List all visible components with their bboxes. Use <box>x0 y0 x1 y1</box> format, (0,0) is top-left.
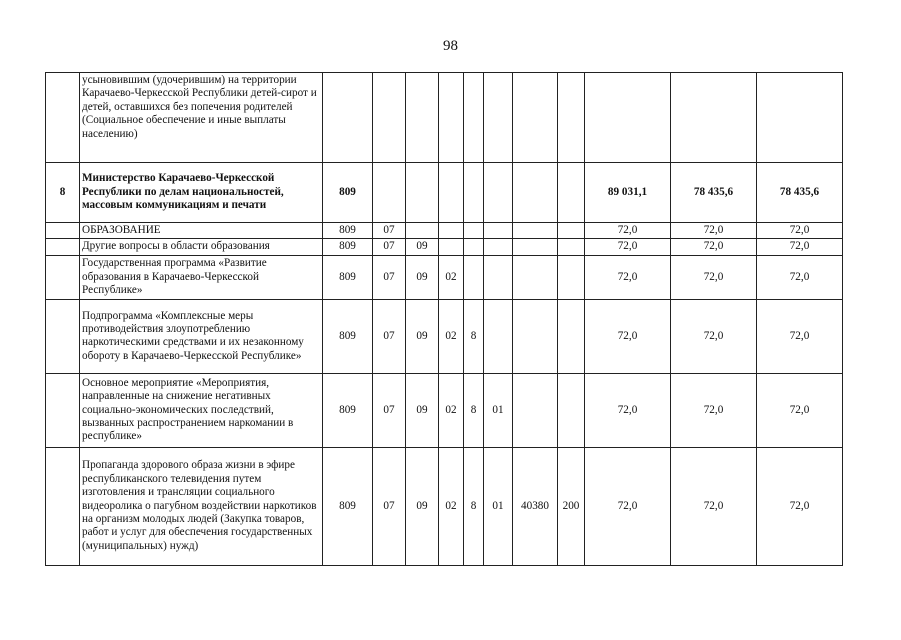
event-code <box>484 163 513 223</box>
subsection-code: 09 <box>406 255 439 299</box>
amount-1: 72,0 <box>585 255 671 299</box>
section-code <box>373 73 406 163</box>
amount-2: 72,0 <box>671 373 757 447</box>
section-code: 07 <box>373 239 406 255</box>
subprogram-code: 8 <box>464 447 484 565</box>
section-code: 07 <box>373 447 406 565</box>
event-code <box>484 73 513 163</box>
program-code: 02 <box>439 299 464 373</box>
ministry-code: 809 <box>323 223 373 239</box>
section-code: 07 <box>373 223 406 239</box>
row-name: Подпрограмма «Комплексные меры противодействия злоупотреблению наркотическими средствами и их незаконному обороту в Карачаево-Черкесской Республике» <box>80 299 323 373</box>
amount-2: 72,0 <box>671 299 757 373</box>
event-code <box>484 255 513 299</box>
row-name: ОБРАЗОВАНИЕ <box>80 223 323 239</box>
amount-2: 78 435,6 <box>671 163 757 223</box>
section-code: 07 <box>373 255 406 299</box>
direction-code <box>513 255 558 299</box>
row-name: Министерство Карачаево-Черкесской Республики по делам национальностей, массовым коммуникациям и печати <box>80 163 323 223</box>
row-number <box>46 223 80 239</box>
ministry-code: 809 <box>323 239 373 255</box>
direction-code <box>513 163 558 223</box>
direction-code: 40380 <box>513 447 558 565</box>
amount-1: 72,0 <box>585 239 671 255</box>
subprogram-code <box>464 73 484 163</box>
amount-3: 72,0 <box>757 239 843 255</box>
table-row <box>46 299 843 373</box>
program-code: 02 <box>439 373 464 447</box>
amount-3: 72,0 <box>757 223 843 239</box>
program-code <box>439 223 464 239</box>
amount-1: 72,0 <box>585 223 671 239</box>
table-row <box>46 239 843 255</box>
row-name: Государственная программа «Развитие образования в Карачаево-Черкесской Республике» <box>80 255 323 299</box>
expense-type-code <box>558 73 585 163</box>
subprogram-code <box>464 239 484 255</box>
subprogram-code: 8 <box>464 299 484 373</box>
row-name: усыновившим (удочерившим) на территории Карачаево-Черкесской Республики детей-сирот и детей, оставшихся без попечения родителей (Социальное обеспечение и иные выплаты населению) <box>80 73 323 163</box>
event-code <box>484 299 513 373</box>
expense-type-code <box>558 239 585 255</box>
amount-1: 89 031,1 <box>585 163 671 223</box>
direction-code <box>513 73 558 163</box>
amount-3: 72,0 <box>757 373 843 447</box>
section-code: 07 <box>373 373 406 447</box>
subsection-code <box>406 163 439 223</box>
page-number: 98 <box>443 38 458 54</box>
section-code <box>373 163 406 223</box>
subsection-code: 09 <box>406 447 439 565</box>
budget-table <box>45 72 843 566</box>
row-name: Другие вопросы в области образования <box>80 239 323 255</box>
subprogram-code <box>464 255 484 299</box>
amount-2: 72,0 <box>671 239 757 255</box>
amount-1: 72,0 <box>585 373 671 447</box>
table-row <box>46 223 843 239</box>
event-code <box>484 223 513 239</box>
row-number <box>46 447 80 565</box>
expense-type-code <box>558 163 585 223</box>
ministry-code: 809 <box>323 255 373 299</box>
ministry-code: 809 <box>323 299 373 373</box>
subprogram-code <box>464 223 484 239</box>
row-number <box>46 299 80 373</box>
direction-code <box>513 239 558 255</box>
row-number <box>46 255 80 299</box>
subsection-code <box>406 73 439 163</box>
amount-3: 72,0 <box>757 255 843 299</box>
expense-type-code <box>558 255 585 299</box>
direction-code <box>513 299 558 373</box>
direction-code <box>513 373 558 447</box>
table-row <box>46 73 843 163</box>
amount-2: 72,0 <box>671 255 757 299</box>
expense-type-code <box>558 223 585 239</box>
amount-2 <box>671 73 757 163</box>
ministry-code: 809 <box>323 163 373 223</box>
amount-2: 72,0 <box>671 223 757 239</box>
row-number: 8 <box>46 163 80 223</box>
program-code <box>439 73 464 163</box>
subprogram-code <box>464 163 484 223</box>
subsection-code: 09 <box>406 239 439 255</box>
subsection-code: 09 <box>406 373 439 447</box>
amount-3: 72,0 <box>757 299 843 373</box>
program-code: 02 <box>439 447 464 565</box>
event-code <box>484 239 513 255</box>
program-code <box>439 239 464 255</box>
row-name: Пропаганда здорового образа жизни в эфире республиканского телевидения путем изготовления и трансляции социального видеоролика о пагубном воздействии наркотиков на организм молодых людей (Закупка товаров, работ и услуг для обеспечения государственных (муниципальных) нужд) <box>80 447 323 565</box>
ministry-code: 809 <box>323 373 373 447</box>
subsection-code: 09 <box>406 299 439 373</box>
program-code <box>439 163 464 223</box>
amount-3 <box>757 73 843 163</box>
section-code: 07 <box>373 299 406 373</box>
direction-code <box>513 223 558 239</box>
amount-3: 78 435,6 <box>757 163 843 223</box>
event-code: 01 <box>484 373 513 447</box>
row-number <box>46 73 80 163</box>
amount-1: 72,0 <box>585 299 671 373</box>
ministry-code: 809 <box>323 447 373 565</box>
table-row <box>46 255 843 299</box>
amount-1 <box>585 73 671 163</box>
expense-type-code <box>558 373 585 447</box>
expense-type-code <box>558 299 585 373</box>
event-code: 01 <box>484 447 513 565</box>
table-row <box>46 447 843 565</box>
amount-2: 72,0 <box>671 447 757 565</box>
table-row <box>46 373 843 447</box>
program-code: 02 <box>439 255 464 299</box>
row-name: Основное мероприятие «Мероприятия, направленные на снижение негативных социально-экономических последствий, вызванных распространением наркомании в республике» <box>80 373 323 447</box>
subprogram-code: 8 <box>464 373 484 447</box>
table-row <box>46 163 843 223</box>
subsection-code <box>406 223 439 239</box>
amount-3: 72,0 <box>757 447 843 565</box>
row-number <box>46 373 80 447</box>
ministry-code <box>323 73 373 163</box>
amount-1: 72,0 <box>585 447 671 565</box>
row-number <box>46 239 80 255</box>
expense-type-code: 200 <box>558 447 585 565</box>
